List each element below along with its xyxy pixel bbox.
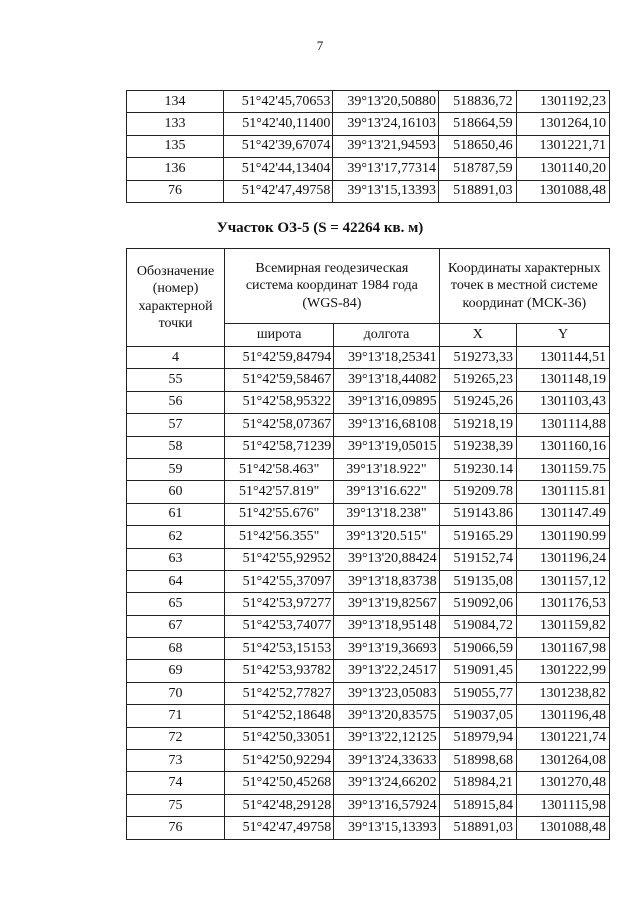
longitude-cell: 39°13'18,25341 (334, 347, 439, 369)
longitude-cell: 39°13'15,13393 (333, 180, 439, 202)
point-number-cell: 65 (127, 593, 225, 615)
longitude-cell: 39°13'16,57924 (334, 794, 439, 816)
x-cell: 519037,05 (439, 705, 516, 727)
point-number-cell: 63 (127, 548, 225, 570)
y-cell: 1301264,08 (517, 750, 610, 772)
latitude-cell: 51°42'50,92294 (225, 750, 334, 772)
x-cell: 519165.29 (439, 526, 516, 548)
x-cell: 518650,46 (439, 135, 517, 157)
page-number: 7 (316, 38, 324, 53)
point-number-cell: 136 (127, 158, 224, 180)
latitude-cell: 51°42'59,58467 (225, 369, 334, 391)
y-cell: 1301114,88 (517, 414, 610, 436)
x-cell: 519273,33 (439, 347, 516, 369)
x-cell: 519218,19 (439, 414, 516, 436)
y-cell: 1301140,20 (516, 158, 609, 180)
latitude-cell: 51°42'52,18648 (225, 705, 334, 727)
table-row (127, 158, 610, 180)
latitude-cell: 51°42'44,13404 (223, 158, 333, 180)
table-row (127, 638, 610, 660)
y-cell: 1301159.75 (517, 458, 610, 480)
point-number-cell: 56 (127, 391, 225, 413)
latitude-cell: 51°42'50,33051 (225, 727, 334, 749)
y-cell: 1301196,48 (517, 705, 610, 727)
continued-table-body (127, 91, 610, 203)
x-cell: 518915,84 (439, 794, 516, 816)
y-cell: 1301157,12 (517, 570, 610, 592)
table-row (127, 113, 610, 135)
table-row (127, 570, 610, 592)
point-number-cell: 71 (127, 705, 225, 727)
latitude-cell: 51°42'47,49758 (223, 180, 333, 202)
x-cell: 518998,68 (439, 750, 516, 772)
table-row (127, 772, 610, 794)
longitude-cell: 39°13'20.515" (334, 526, 439, 548)
point-number-cell: 69 (127, 660, 225, 682)
plot-oz5-coordinates-table (126, 248, 610, 840)
table-row (127, 481, 610, 503)
x-cell: 519209.78 (439, 481, 516, 503)
y-cell: 1301238,82 (517, 682, 610, 704)
header-x: X (439, 324, 516, 347)
x-cell: 519143.86 (439, 503, 516, 525)
x-cell: 518891,03 (439, 180, 517, 202)
x-cell: 519055,77 (439, 682, 516, 704)
latitude-cell: 51°42'48,29128 (225, 794, 334, 816)
longitude-cell: 39°13'22,24517 (334, 660, 439, 682)
header-designation: Обозначение (номер) характерной точки (127, 249, 225, 347)
y-cell: 1301270,48 (517, 772, 610, 794)
table-row (127, 615, 610, 637)
point-number-cell: 4 (127, 347, 225, 369)
y-cell: 1301192,23 (516, 91, 609, 113)
longitude-cell: 39°13'20,50880 (333, 91, 439, 113)
y-cell: 1301144,51 (517, 347, 610, 369)
header-latitude: широта (225, 324, 334, 347)
y-cell: 1301159,82 (517, 615, 610, 637)
table-row (127, 347, 610, 369)
table-row (127, 548, 610, 570)
continued-coordinates-table (126, 90, 610, 203)
y-cell: 1301222,99 (517, 660, 610, 682)
x-cell: 519135,08 (439, 570, 516, 592)
point-number-cell: 133 (127, 113, 224, 135)
y-cell: 1301148,19 (517, 369, 610, 391)
y-cell: 1301147.49 (517, 503, 610, 525)
point-number-cell: 58 (127, 436, 225, 458)
x-cell: 519092,06 (439, 593, 516, 615)
table-row (127, 391, 610, 413)
longitude-cell: 39°13'18,95148 (334, 615, 439, 637)
longitude-cell: 39°13'18,83738 (334, 570, 439, 592)
latitude-cell: 51°42'58,71239 (225, 436, 334, 458)
table-row (127, 91, 610, 113)
x-cell: 518836,72 (439, 91, 517, 113)
point-number-cell: 76 (127, 817, 225, 839)
table-row (127, 727, 610, 749)
y-cell: 1301160,16 (517, 436, 610, 458)
longitude-cell: 39°13'18,44082 (334, 369, 439, 391)
x-cell: 518979,94 (439, 727, 516, 749)
header-y: Y (517, 324, 610, 347)
table-body (127, 347, 610, 840)
longitude-cell: 39°13'22,12125 (334, 727, 439, 749)
y-cell: 1301264,10 (516, 113, 609, 135)
longitude-cell: 39°13'23,05083 (334, 682, 439, 704)
latitude-cell: 51°42'47,49758 (225, 817, 334, 839)
latitude-cell: 51°42'58,95322 (225, 391, 334, 413)
longitude-cell: 39°13'21,94593 (333, 135, 439, 157)
y-cell: 1301196,24 (517, 548, 610, 570)
table-row (127, 135, 610, 157)
latitude-cell: 51°42'52,77827 (225, 682, 334, 704)
point-number-cell: 59 (127, 458, 225, 480)
point-number-cell: 62 (127, 526, 225, 548)
table-row (127, 682, 610, 704)
table-row (127, 369, 610, 391)
y-cell: 1301221,71 (516, 135, 609, 157)
table-row (127, 458, 610, 480)
point-number-cell: 134 (127, 91, 224, 113)
table-row (127, 180, 610, 202)
x-cell: 519230.14 (439, 458, 516, 480)
table-row (127, 503, 610, 525)
latitude-cell: 51°42'58.463" (225, 458, 334, 480)
x-cell: 519084,72 (439, 615, 516, 637)
longitude-cell: 39°13'19,82567 (334, 593, 439, 615)
point-number-cell: 74 (127, 772, 225, 794)
latitude-cell: 51°42'45,70653 (223, 91, 333, 113)
longitude-cell: 39°13'16.622" (334, 481, 439, 503)
longitude-cell: 39°13'24,33633 (334, 750, 439, 772)
latitude-cell: 51°42'53,97277 (225, 593, 334, 615)
table-header (127, 249, 610, 347)
x-cell: 518984,21 (439, 772, 516, 794)
table-row (127, 660, 610, 682)
y-cell: 1301190.99 (517, 526, 610, 548)
latitude-cell: 51°42'40,11400 (223, 113, 333, 135)
longitude-cell: 39°13'16,09895 (334, 391, 439, 413)
x-cell: 518891,03 (439, 817, 516, 839)
longitude-cell: 39°13'16,68108 (334, 414, 439, 436)
y-cell: 1301103,43 (517, 391, 610, 413)
latitude-cell: 51°42'53,15153 (225, 638, 334, 660)
point-number-cell: 61 (127, 503, 225, 525)
longitude-cell: 39°13'24,16103 (333, 113, 439, 135)
x-cell: 519091,45 (439, 660, 516, 682)
x-cell: 519152,74 (439, 548, 516, 570)
header-msk36: Координаты характерных точек в местной системе координат (МСК-36) (439, 249, 609, 324)
latitude-cell: 51°42'55,37097 (225, 570, 334, 592)
longitude-cell: 39°13'20,88424 (334, 548, 439, 570)
table-row (127, 794, 610, 816)
longitude-cell: 39°13'18.922" (334, 458, 439, 480)
latitude-cell: 51°42'57.819" (225, 481, 334, 503)
table-row (127, 414, 610, 436)
y-cell: 1301176,53 (517, 593, 610, 615)
x-cell: 518787,59 (439, 158, 517, 180)
point-number-cell: 72 (127, 727, 225, 749)
x-cell: 519265,23 (439, 369, 516, 391)
point-number-cell: 70 (127, 682, 225, 704)
longitude-cell: 39°13'20,83575 (334, 705, 439, 727)
table-row (127, 526, 610, 548)
longitude-cell: 39°13'24,66202 (334, 772, 439, 794)
point-number-cell: 60 (127, 481, 225, 503)
header-longitude: долгота (334, 324, 439, 347)
latitude-cell: 51°42'39,67074 (223, 135, 333, 157)
latitude-cell: 51°42'53,93782 (225, 660, 334, 682)
table-row (127, 593, 610, 615)
section-title: Участок ОЗ-5 (S = 42264 кв. м) (216, 220, 424, 236)
header-wgs84: Всемирная геодезическая система координат 1984 года (WGS-84) (225, 249, 440, 324)
table-row (127, 705, 610, 727)
y-cell: 1301221,74 (517, 727, 610, 749)
table-row (127, 436, 610, 458)
point-number-cell: 135 (127, 135, 224, 157)
x-cell: 519245,26 (439, 391, 516, 413)
x-cell: 519238,39 (439, 436, 516, 458)
point-number-cell: 64 (127, 570, 225, 592)
longitude-cell: 39°13'18.238" (334, 503, 439, 525)
latitude-cell: 51°42'53,74077 (225, 615, 334, 637)
point-number-cell: 75 (127, 794, 225, 816)
latitude-cell: 51°42'55,92952 (225, 548, 334, 570)
y-cell: 1301115,98 (517, 794, 610, 816)
table-row (127, 750, 610, 772)
latitude-cell: 51°42'55.676" (225, 503, 334, 525)
point-number-cell: 68 (127, 638, 225, 660)
y-cell: 1301088,48 (517, 817, 610, 839)
y-cell: 1301115.81 (517, 481, 610, 503)
y-cell: 1301088,48 (516, 180, 609, 202)
longitude-cell: 39°13'15,13393 (334, 817, 439, 839)
point-number-cell: 55 (127, 369, 225, 391)
point-number-cell: 73 (127, 750, 225, 772)
point-number-cell: 57 (127, 414, 225, 436)
longitude-cell: 39°13'19,36693 (334, 638, 439, 660)
point-number-cell: 76 (127, 180, 224, 202)
x-cell: 519066,59 (439, 638, 516, 660)
latitude-cell: 51°42'56.355" (225, 526, 334, 548)
latitude-cell: 51°42'58,07367 (225, 414, 334, 436)
latitude-cell: 51°42'50,45268 (225, 772, 334, 794)
table-row (127, 817, 610, 839)
latitude-cell: 51°42'59,84794 (225, 347, 334, 369)
x-cell: 518664,59 (439, 113, 517, 135)
point-number-cell: 67 (127, 615, 225, 637)
longitude-cell: 39°13'19,05015 (334, 436, 439, 458)
longitude-cell: 39°13'17,77314 (333, 158, 439, 180)
y-cell: 1301167,98 (517, 638, 610, 660)
